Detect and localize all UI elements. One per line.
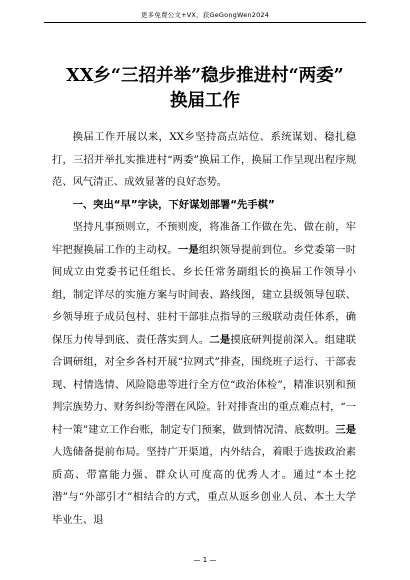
point-1-label: 一是 <box>177 243 199 256</box>
document-title-line-1: XX乡“三招并举”稳步推进村“两委” <box>66 66 344 86</box>
point-2-label: 二是 <box>209 333 231 346</box>
document-body <box>52 126 356 531</box>
intro-paragraph: 换届工作开展以来，XX乡坚持高点站位、系统谋划、稳扎稳打，三招并举扎实推进村“两委”换届工作，换届工作呈现出程序规范、风气清正、成效显著的良好态势。 <box>52 131 356 188</box>
page-header: 更多免费公文+VX，获GeGongWen2024 <box>140 11 270 19</box>
section-1-lead: 坚持凡事预则立，不预则废，将准备工作做在先、做在前，牢牢把握换届工作的主动权。 <box>52 221 356 256</box>
document-title-line-2: 换届工作 <box>170 91 240 111</box>
point-1-text: 组织领导提前到位。乡党委第一时间成立由党委书记任组长、乡长任常务副组长的换届工作领导小组，制定详尽的实施方案与时间表、路线图，建立县级领导包联、乡领导班子成员包村、驻村干部驻点指导的三级联动责任体系，确保压力传导到底、责任落实到人。 <box>52 243 357 346</box>
point-2-text: 摸底研判提前深入。组建联合调研组，对全乡各村开展“拉网式”排查，围绕班子运行、干部表现、村情选情、风险隐患等进行全方位“政治体检”，精准识别和预判宗族势力、财务纠纷等潜在风险。针对排查出的重点难点村，“一村一策”建立工作台账，制定专门预案，做到情况清、底数明。 <box>52 333 357 436</box>
point-3-label: 三是 <box>335 423 357 436</box>
header-divider <box>44 22 366 23</box>
page-number: — 1 — <box>193 556 217 564</box>
point-3-text: 人选储备提前布局。坚持广开渠道，内外结合，着眼于选拔政治素质高、带富能力强、群众认可度高的优秀人才。通过“本土挖潜”与“外部引才”相结合的方式，重点从返乡创业人员、本土大学毕业生、退 <box>52 446 356 526</box>
section-heading-1: 一、突出“早”字诀，下好谋划部署“先手棋” <box>72 198 275 211</box>
section-1-paragraph <box>52 216 356 531</box>
